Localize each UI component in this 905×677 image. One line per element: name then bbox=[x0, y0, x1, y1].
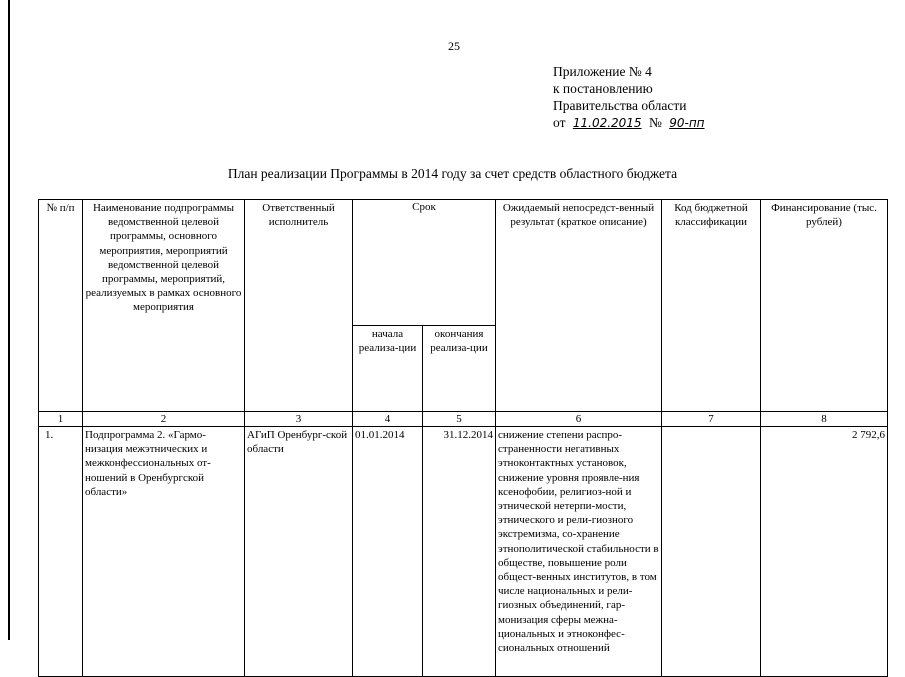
column-number: 8 bbox=[761, 412, 888, 427]
column-number: 5 bbox=[423, 412, 496, 427]
handwritten-date: 11.02.2015 bbox=[572, 116, 642, 130]
header-term-end: окончания реализа-ции bbox=[423, 326, 496, 412]
header-row bbox=[39, 200, 888, 326]
header-name: Наименование подпрограммы ведомственной целевой программы, основного мероприятия, мероприятий ведомственной целевой программы, мероприятий, реализуемых в рамках основного мероприятия bbox=[83, 200, 245, 412]
appendix-line-3: Правительства области bbox=[553, 98, 687, 113]
column-number-row bbox=[39, 412, 888, 427]
handwritten-number: 90-пп bbox=[669, 116, 705, 130]
row-code bbox=[662, 427, 761, 677]
scan-margin-line bbox=[8, 0, 10, 640]
header-term: Срок bbox=[353, 200, 496, 326]
table-row bbox=[39, 427, 888, 677]
row-end: 31.12.2014 bbox=[423, 427, 496, 677]
header-executor: Ответственный исполнитель bbox=[245, 200, 353, 412]
page-number: 25 bbox=[448, 39, 460, 53]
header-code: Код бюджетной классификации bbox=[662, 200, 761, 412]
row-result: снижение степени распро-страненности негативных этноконтактных установок, снижение уровня проявле-ния ксенофобии, религиоз-ной и этнической нетерпи-мости, этнического и рели-гиозного экстремизма, со-хранение этнополитической стабильности в обществе, повышение роли общест-венных институтов, в том числе национальных и рели-гиозных объединений, гар-монизация сферы межна-циональных и этноконфес-сиональных отношений bbox=[496, 427, 662, 677]
column-number: 6 bbox=[496, 412, 662, 427]
plan-table bbox=[38, 199, 888, 677]
column-number: 3 bbox=[245, 412, 353, 427]
row-financing: 2 792,6 bbox=[761, 427, 888, 677]
column-number: 4 bbox=[353, 412, 423, 427]
row-num: 1. bbox=[39, 427, 83, 677]
header-num: № п/п bbox=[39, 200, 83, 412]
document-title: План реализации Программы в 2014 году за счет средств областного бюджета bbox=[227, 166, 678, 181]
appendix-date-line bbox=[553, 114, 709, 132]
column-number: 2 bbox=[83, 412, 245, 427]
appendix-line-1: Приложение № 4 bbox=[553, 64, 652, 79]
header-term-start: начала реализа-ции bbox=[353, 326, 423, 412]
header-financing: Финансирование (тыс. рублей) bbox=[761, 200, 888, 412]
appendix-line-2: к постановлению bbox=[553, 81, 653, 96]
appendix-block bbox=[553, 63, 709, 132]
column-number: 7 bbox=[662, 412, 761, 427]
row-executor: АГиП Оренбург-ской области bbox=[245, 427, 353, 677]
column-number: 1 bbox=[39, 412, 83, 427]
number-label: № bbox=[648, 115, 662, 130]
row-name: Подпрограмма 2. «Гармо-низация межэтнических и межконфессиональных от-ношений в Оренбургской области» bbox=[83, 427, 245, 677]
row-start: 01.01.2014 bbox=[353, 427, 423, 677]
from-label: от bbox=[553, 115, 566, 130]
header-result: Ожидаемый непосредст-венный результат (краткое описание) bbox=[496, 200, 662, 412]
